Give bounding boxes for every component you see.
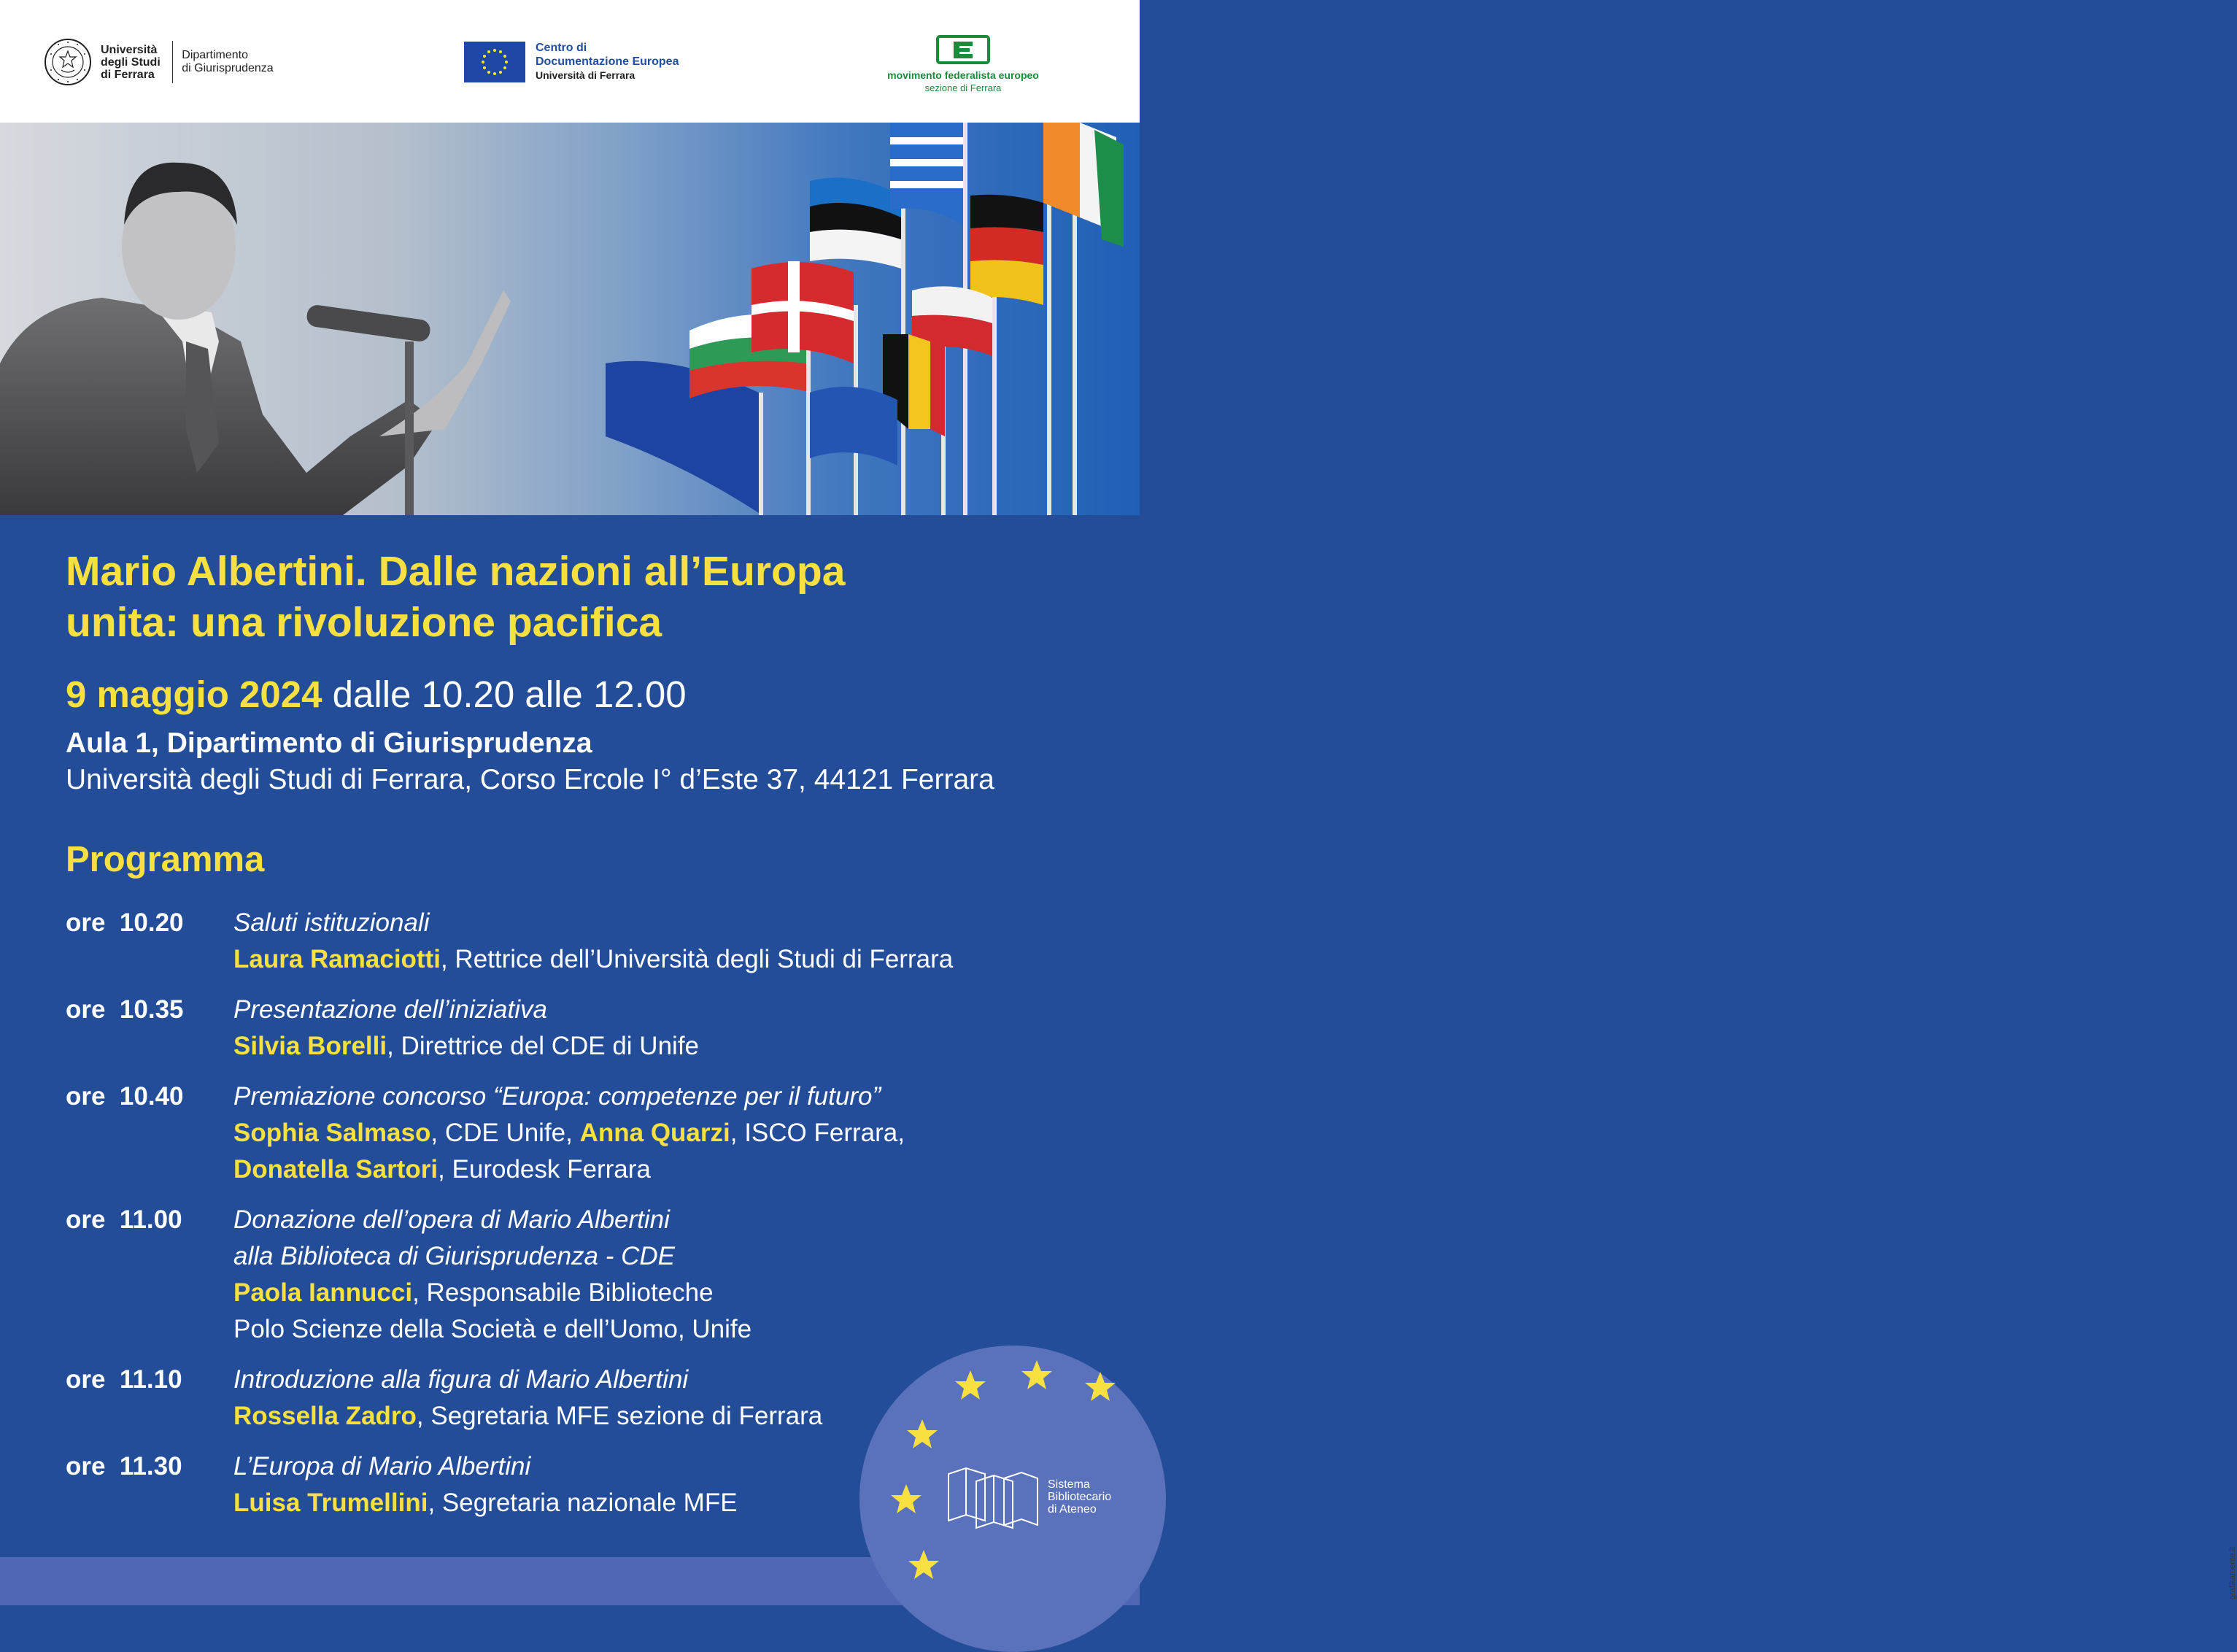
event-title-line: unita: una rivoluzione pacifica — [66, 599, 662, 646]
speaker-role: Polo Scienze della Società e dell’Uomo, Unife — [233, 1315, 752, 1343]
program-item — [66, 1078, 1051, 1188]
program-body — [233, 905, 1051, 978]
program-speaker-line — [233, 1151, 1051, 1188]
cde-line: Università di Ferrara — [536, 69, 635, 81]
unife-name-line: degli Studi — [101, 55, 161, 69]
speaker-name: Donatella Sartori — [233, 1155, 438, 1184]
program-body — [233, 1202, 1051, 1348]
speaker-role: , Rettrice dell’Università degli Studi di Ferrara — [440, 945, 954, 973]
program-time: ore 11.00 — [66, 1205, 182, 1234]
speaker-name: Anna Quarzi — [579, 1119, 730, 1147]
speaker-name: Luisa Trumellini — [233, 1489, 428, 1517]
mfe-logo[interactable] — [883, 35, 1043, 95]
university-seal-icon — [44, 38, 92, 86]
program-title: Donazione dell’opera di Mario Albertini — [233, 1205, 670, 1234]
department-name — [182, 49, 273, 75]
mfe-name: movimento federalista europeo — [887, 69, 1039, 81]
program-item — [66, 905, 1051, 978]
program-speaker-line — [233, 1311, 1051, 1348]
program-time: ore 10.40 — [66, 1082, 184, 1111]
designer-credit[interactable]: grafikamente.it — [2228, 1546, 2237, 1599]
event-title — [66, 546, 1087, 648]
speaker-role: , Responsabile Biblioteche — [412, 1278, 714, 1307]
eu-flag-icon — [464, 42, 525, 82]
unife-name-line: di Ferrara — [101, 68, 155, 81]
program-speaker-line — [233, 1275, 1051, 1311]
program-title: Saluti istituzionali — [233, 908, 430, 937]
cde-line: Documentazione Europea — [536, 55, 679, 68]
program-item — [66, 992, 1051, 1065]
sba-name — [1048, 1478, 1111, 1516]
program-time: ore 11.30 — [66, 1452, 182, 1481]
speaker-name: Silvia Borelli — [233, 1032, 387, 1060]
logo-header — [0, 0, 1140, 123]
speaker-role: , ISCO Ferrara, — [730, 1119, 905, 1147]
unife-logo[interactable] — [44, 38, 274, 86]
speaker-role: , Segretaria MFE sezione di Ferrara — [416, 1402, 823, 1430]
cde-name — [536, 41, 679, 82]
designer-credit-wrap — [1113, 803, 2237, 1599]
speaker-role: , Segretaria nazionale MFE — [428, 1489, 738, 1517]
program-body — [233, 1078, 1051, 1188]
department-line: di Giurisprudenza — [182, 62, 274, 74]
program-speaker-line — [233, 941, 1051, 978]
hero-photo — [0, 123, 1140, 515]
program-heading: Programma — [66, 840, 265, 879]
books-icon — [946, 1464, 1040, 1529]
event-title-line: Mario Albertini. Dalle nazioni all’Europa — [66, 548, 846, 595]
venue-room: Aula 1, Dipartimento di Giurisprudenza — [66, 727, 592, 759]
cde-logo[interactable] — [464, 41, 679, 82]
program-time: ore 10.35 — [66, 995, 184, 1024]
speaker-name: Rossella Zadro — [233, 1402, 417, 1430]
unife-name — [101, 44, 161, 81]
program-title: Introduzione alla figura di Mario Albertini — [233, 1365, 689, 1394]
program-time: ore 11.10 — [66, 1365, 182, 1394]
speaker-name: Sophia Salmaso — [233, 1119, 431, 1147]
speaker-name: Paola Iannucci — [233, 1278, 413, 1307]
program-title: L’Europa di Mario Albertini — [233, 1452, 531, 1481]
sba-line: Bibliotecario — [1048, 1490, 1112, 1503]
speaker-role: , Eurodesk Ferrara — [438, 1155, 651, 1184]
program-item — [66, 1202, 1051, 1348]
sba-logo[interactable] — [946, 1464, 1111, 1529]
event-time: dalle 10.20 alle 12.00 — [322, 673, 687, 715]
unife-name-line: Università — [101, 43, 158, 56]
venue-address: Università degli Studi di Ferrara, Corso Ercole I° d’Este 37, 44121 Ferrara — [66, 764, 994, 795]
speaker-role: , CDE Unife, — [430, 1119, 580, 1147]
program-speaker-line — [233, 1028, 1051, 1065]
logo-divider — [172, 41, 174, 83]
event-content — [0, 515, 1140, 1605]
speaker-role: , Direttrice del CDE di Unife — [387, 1032, 700, 1060]
sba-line: di Ateneo — [1048, 1502, 1097, 1516]
program-title: Presentazione dell’iniziativa — [233, 995, 547, 1024]
cde-line: Centro di — [536, 42, 587, 54]
department-line: Dipartimento — [182, 49, 248, 61]
mfe-emblem-icon — [936, 35, 990, 64]
program-time: ore 10.20 — [66, 908, 184, 937]
program-speaker-line — [233, 1115, 1051, 1151]
speaker-name: Laura Ramaciotti — [233, 945, 441, 973]
program-title: alla Biblioteca di Giurisprudenza - CDE — [233, 1242, 675, 1270]
program-body — [233, 992, 1051, 1065]
event-date-time — [66, 673, 687, 717]
mfe-section: sezione di Ferrara — [924, 82, 1002, 93]
sba-line: Sistema — [1048, 1478, 1090, 1491]
program-title: Premiazione concorso “Europa: competenze per il futuro” — [233, 1082, 881, 1111]
event-date: 9 maggio 2024 — [66, 673, 322, 715]
